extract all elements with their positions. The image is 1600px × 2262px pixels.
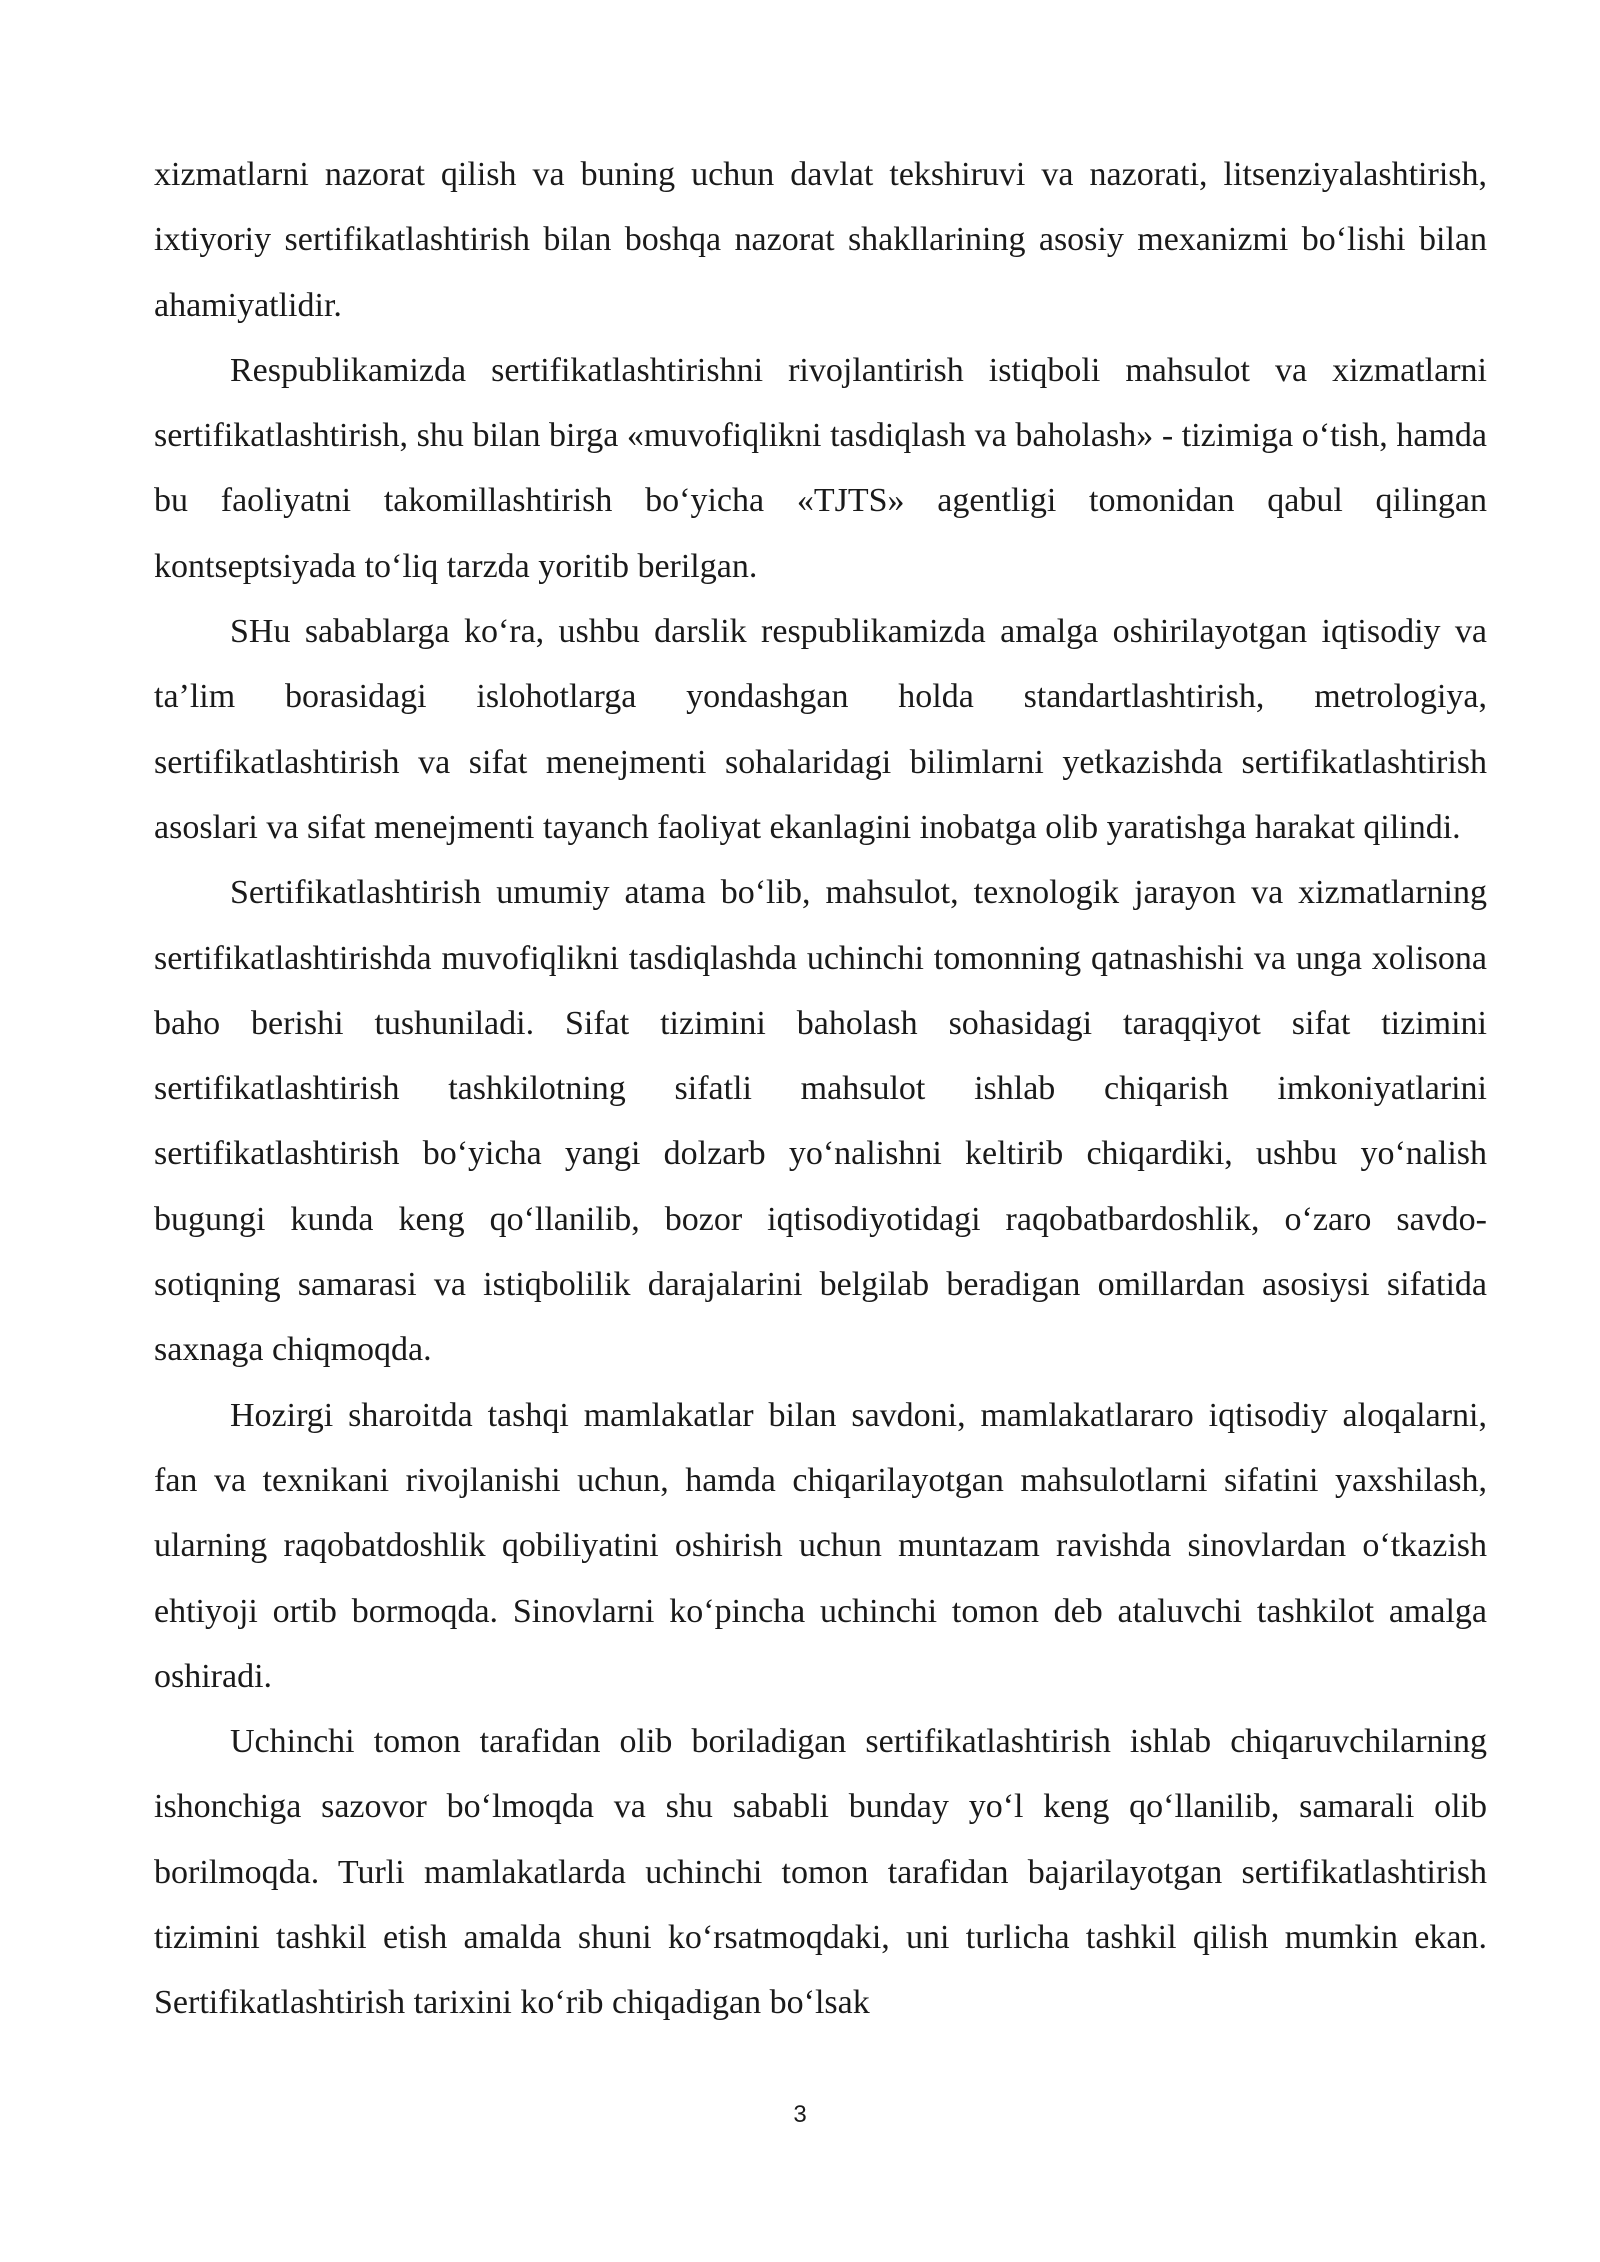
paragraph-6: Uchinchi tomon tarafidan olib boriladigan sertifikatlashtirish ishlab chiqaruvchilarning ishonchiga sazovor bo‘lmoqda va shu sababli bunday yo‘l keng qo‘llanilib, samarali olib borilmoqda. Turli mamlakatlarda uchinchi tomon tarafidan bajarilayotgan sertifikatlashtirish tizimini tashkil etish amalda shuni ko‘rsatmoqdaki, uni turlicha tashkil qilish mumkin ekan. Sertifikatlashtirish tarixini ko‘rib chiqadigan bo‘lsak [154, 1723, 1487, 2022]
paragraph-3: SHu sabablarga ko‘ra, ushbu darslik respublikamizda amalga oshirilayotgan iqtisodiy va ta’lim borasidagi islohotlarga yondashgan holda standartlashtirish, metrologiya, sertifikatlashtirish va sifat menejmenti sohalaridagi bilimlarni yetkazishda sertifikatlashtirish asoslari va sifat menejmenti tayanch faoliyat ekanlagini inobatga olib yaratishga harakat qilindi. [154, 613, 1487, 846]
page-number: 3 [793, 2101, 807, 2128]
paragraph-5: Hozirgi sharoitda tashqi mamlakatlar bilan savdoni, mamlakatlararo iqtisodiy aloqalarni, fan va texnikani rivojlanishi uchun, hamda chiqarilayotgan mahsulotlarni sifatini yaxshilash, ularning raqobatdoshlik qobiliyatini oshirish uchun muntazam ravishda sinovlardan o‘tkazish ehtiyoji ortib bormoqda. Sinovlarni ko‘pincha uchinchi tomon deb ataluvchi tashkilot amalga oshiradi. [154, 1396, 1487, 1695]
paragraph-4: Sertifikatlashtirish umumiy atama bo‘lib, mahsulot, texnologik jarayon va xizmatlarning sertifikatlashtirishda muvofiqlikni tasdiqlashda uchinchi tomonning qatnashishi va unga xolisona baho berishi tushuniladi. Sifat tizimini baholash sohasidagi taraqqiyot sifat tizimini sertifikatlashtirish tashkilotning sifatli mahsulot ishlab chiqarish imkoniyatlarini sertifikatlashtirish bo‘yicha yangi dolzarb yo‘nalishni keltirib chiqardiki, ushbu yo‘nalish bugungi kunda keng qo‘llanilib, bozor iqtisodiyotidagi raqobatbardoshlik, o‘zaro savdo- sotiqning samarasi va istiqbolilik darajalarini belgilab beradigan omillardan asosiysi sifatida saxnaga chiqmoqda. [154, 874, 1487, 1369]
document-body [154, 142, 1487, 2036]
paragraph-2: Respublikamizda sertifikatlashtirishni rivojlantirish istiqboli mahsulot va xizmatlarni sertifikatlashtirish, shu bilan birga «muvofiqlikni tasdiqlash va baholash» - tizimiga o‘tish, hamda bu faoliyatni takomillashtirish bo‘yicha «TJTS» agentligi tomonidan qabul qilingan kontseptsiyada to‘liq tarzda yoritib berilgan. [154, 351, 1487, 585]
paragraph-1: xizmatlarni nazorat qilish va buning uchun davlat tekshiruvi va nazorati, litsenziyalashtirish, ixtiyoriy sertifikatlashtirish bilan boshqa nazorat shakllarining asosiy mexanizmi bo‘lishi bilan ahamiyatlidir. [154, 156, 1487, 324]
